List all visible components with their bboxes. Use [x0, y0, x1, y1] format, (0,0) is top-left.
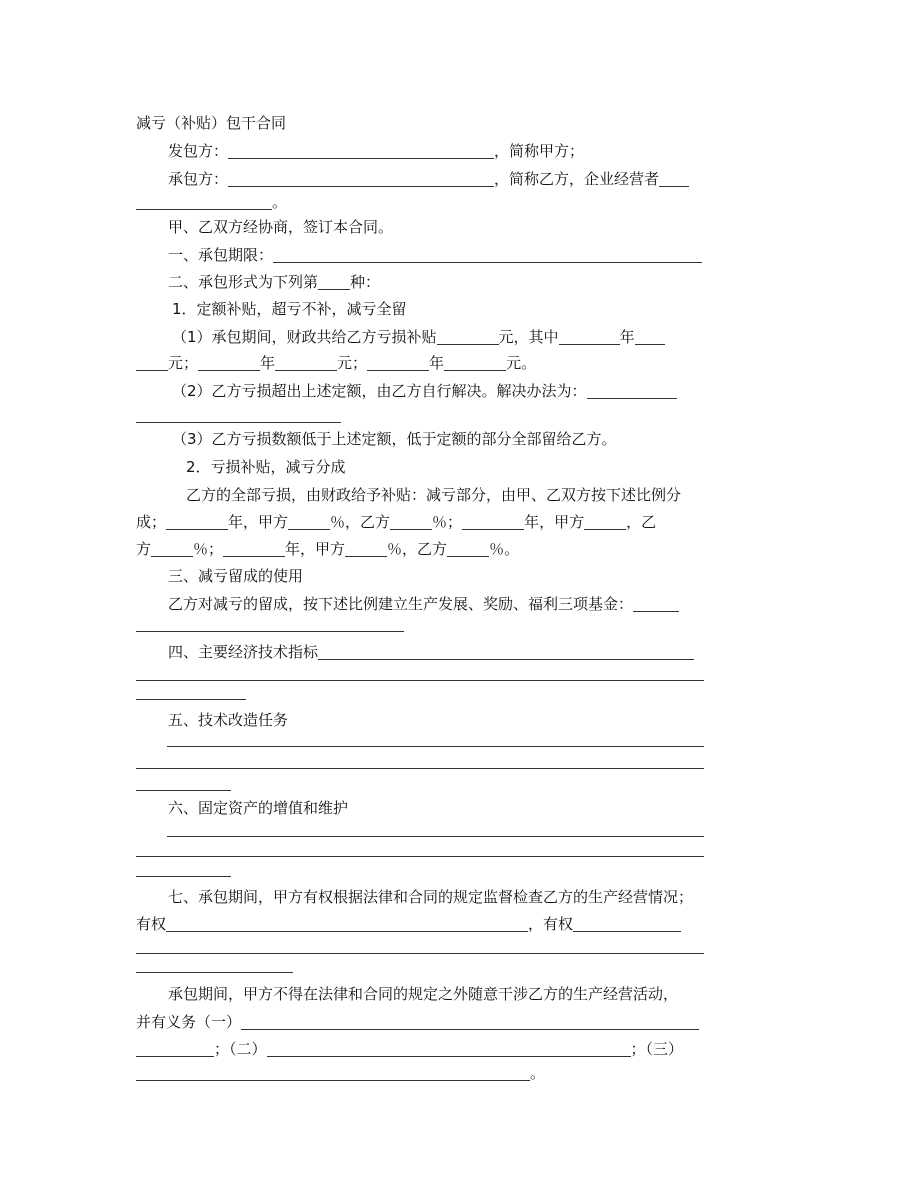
party-a-label: 发包方：: [168, 142, 229, 160]
share-cheng: 成；: [136, 513, 167, 531]
tech-blank-c[interactable]: [136, 790, 231, 791]
party-b-label: 承包方：: [168, 170, 229, 188]
clause-3-text: （3）乙方亏损数额低于上述定额，低于定额的部分全部留给乙方。: [172, 430, 617, 448]
section-7-title: 七、承包期间，甲方有权根据法律和合同的规定监督检查乙方的生产经营情况；: [168, 888, 694, 906]
indicators-blank-a[interactable]: [318, 643, 694, 660]
right-1-blank[interactable]: [166, 915, 528, 932]
share-a-pct-1-blank[interactable]: [288, 513, 330, 530]
form-choice-blank[interactable]: [318, 273, 350, 290]
share-nian-3: 年，甲方: [285, 540, 346, 558]
share-a-pct-2-blank[interactable]: [584, 513, 626, 530]
option-2-title: 2．亏损补贴，减亏分成: [186, 458, 346, 476]
tech-blank-a[interactable]: [167, 746, 704, 747]
clause-1-yuan3: 元；: [337, 354, 368, 372]
amount-3-blank[interactable]: [444, 354, 506, 371]
section-5-title: 五、技术改造任务: [168, 711, 289, 729]
amount-1-blank-b[interactable]: [136, 354, 168, 371]
section-3-title: 三、减亏留成的使用: [168, 567, 304, 585]
share-pct-semi-1: ％；: [432, 513, 463, 531]
share-a-pct-3-blank[interactable]: [345, 540, 387, 557]
right-1-label: 有权: [136, 915, 167, 933]
share-fang: 方: [136, 540, 152, 558]
party-b-line-2: [136, 193, 287, 211]
share-pct-yi-3: ％，乙方: [387, 540, 448, 558]
assets-blank-c[interactable]: [136, 876, 231, 877]
share-pct-yi-1: ％，乙方: [330, 513, 391, 531]
fund-blank-a[interactable]: [633, 595, 679, 612]
share-pct-end: ％。: [489, 540, 520, 558]
clause-1-nian3: 年: [429, 354, 445, 372]
share-year-2-blank[interactable]: [462, 513, 524, 530]
party-b-suffix: ，简称乙方，企业经营者: [494, 170, 660, 188]
duty-item-2-label: ；（二）: [214, 1040, 267, 1058]
share-year-3-blank[interactable]: [223, 540, 285, 557]
party-a-suffix: ，简称甲方；: [494, 142, 585, 160]
duty-end: 。: [530, 1064, 546, 1082]
clause-1-yuan4: 元。: [506, 354, 537, 372]
duty-1-blank-b[interactable]: [136, 1040, 214, 1057]
duty-line-2: [136, 1013, 699, 1031]
amount-1-blank-a[interactable]: [635, 328, 665, 345]
share-pct-semi-2: ％；: [193, 540, 224, 558]
duty-1-blank-a[interactable]: [241, 1013, 699, 1030]
intro-text: 甲、乙双方经协商，签订本合同。: [168, 218, 394, 236]
subsidy-total-blank[interactable]: [437, 328, 499, 345]
section-2-line: [168, 273, 380, 291]
share-line-2: [136, 540, 519, 558]
right-2-blank-b[interactable]: [136, 953, 704, 954]
party-a-blank[interactable]: [228, 142, 494, 159]
tech-blank-b[interactable]: [136, 768, 704, 769]
fund-blank-b[interactable]: [136, 631, 404, 632]
clause-1-yuan: 元，其中: [498, 328, 559, 346]
clause-1-nian2: 年: [260, 354, 276, 372]
section-2-label-b: 种：: [350, 273, 381, 291]
option-1-title: 1．定额补贴，超亏不补，减亏全留: [172, 300, 407, 318]
manager-blank-b[interactable]: [136, 193, 272, 210]
term-blank[interactable]: [273, 246, 702, 263]
option-2-body: 乙方的全部亏损，由财政给予补贴：减亏部分，由甲、乙双方按下述比例分: [186, 486, 682, 504]
section-1-line: [168, 246, 702, 264]
right-2-label: ，有权: [528, 915, 574, 933]
document-title: 减亏（补贴）包干合同: [136, 114, 287, 132]
duty-line-4: [136, 1064, 545, 1082]
share-line-1: [136, 513, 656, 531]
section-3-body: 乙方对减亏的留成，按下述比例建立生产发展、奖励、福利三项基金：: [168, 595, 634, 613]
clause-1-nian: 年: [619, 328, 635, 346]
assets-blank-b[interactable]: [136, 856, 704, 857]
right-2-blank-c[interactable]: [136, 972, 293, 973]
clause-2-line: [172, 382, 677, 400]
party-a-line: [168, 142, 584, 160]
manager-blank-a[interactable]: [659, 170, 689, 187]
section-1-label: 一、承包期限：: [168, 246, 274, 264]
share-nian-1: 年，甲方: [228, 513, 289, 531]
duty-line-1: 承包期间，甲方不得在法律和合同的规定之外随意干涉乙方的生产经营活动，: [168, 985, 679, 1003]
section-4-title: 四、主要经济技术指标: [168, 643, 319, 661]
share-b-pct-2-blank[interactable]: [151, 540, 193, 557]
indicators-blank-c[interactable]: [136, 699, 246, 700]
clause-1-text: （1）承包期间，财政共给乙方亏损补贴: [172, 328, 437, 346]
share-b-pct-3-blank[interactable]: [447, 540, 489, 557]
clause-1-yuan2: 元；: [168, 354, 199, 372]
solution-blank-b[interactable]: [136, 422, 341, 423]
right-2-blank-a[interactable]: [573, 915, 681, 932]
share-b-pct-1-blank[interactable]: [390, 513, 432, 530]
party-b-blank[interactable]: [228, 170, 494, 187]
share-year-1-blank[interactable]: [166, 513, 228, 530]
clause-1-line-2: [136, 354, 536, 372]
year-2-blank[interactable]: [198, 354, 260, 371]
duty-2-blank[interactable]: [267, 1040, 631, 1057]
section-7-rights-line: [136, 915, 681, 933]
section-4-line: [168, 643, 694, 661]
amount-2-blank[interactable]: [275, 354, 337, 371]
section-3-body-line: [168, 595, 679, 613]
year-1-blank[interactable]: [559, 328, 620, 345]
indicators-blank-b[interactable]: [136, 680, 704, 681]
section-6-title: 六、固定资产的增值和维护: [168, 799, 349, 817]
duty-line-3: [136, 1040, 683, 1058]
year-3-blank[interactable]: [367, 354, 429, 371]
duty-item-3-label: ；（三）: [630, 1040, 684, 1058]
assets-blank-a[interactable]: [167, 836, 704, 837]
solution-blank-a[interactable]: [587, 382, 677, 399]
party-b-line: [168, 170, 689, 188]
clause-2-text: （2）乙方亏损超出上述定额，由乙方自行解决。解决办法为：: [172, 382, 587, 400]
share-nian-2: 年，甲方: [524, 513, 585, 531]
duty-item-1-label: 并有义务（一）: [136, 1013, 242, 1031]
share-yi-2: ，乙: [626, 513, 657, 531]
party-b-end: 。: [272, 193, 288, 211]
clause-1-line: [172, 328, 665, 346]
duty-3-blank[interactable]: [136, 1064, 530, 1081]
section-2-label-a: 二、承包形式为下列第: [168, 273, 319, 291]
